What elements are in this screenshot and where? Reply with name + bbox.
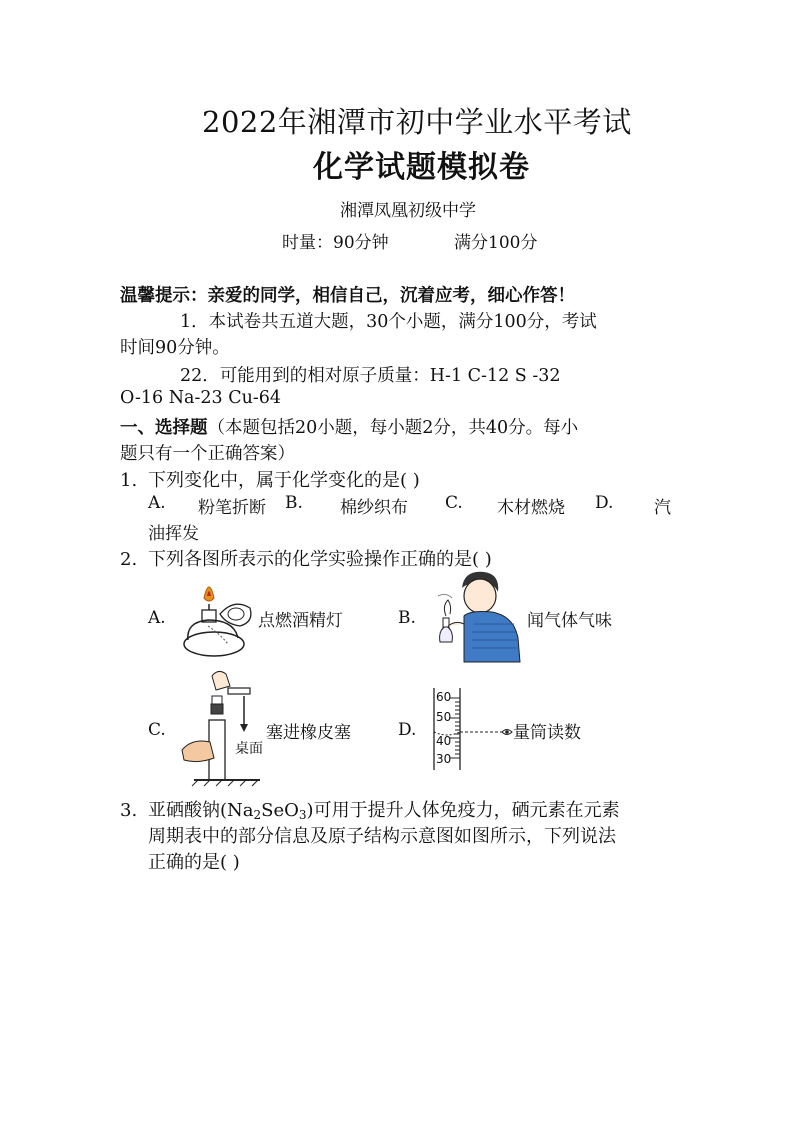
section-1-heading xyxy=(120,414,578,439)
q2-option-a-label: A. xyxy=(148,608,166,628)
cylinder-tick-60: 60 xyxy=(436,690,452,704)
cylinder-tick-50: 50 xyxy=(436,710,452,724)
q2-option-d-caption: 量筒读数 xyxy=(513,723,581,743)
q2-stem: 下列各图所表示的化学实验操作正确的是( ) xyxy=(148,549,492,570)
q2-option-b-label: B. xyxy=(398,608,416,628)
cylinder-tick-30: 30 xyxy=(436,752,452,766)
q3-stem-line-1 xyxy=(148,796,620,822)
tip-2-line-2: O-16 Na-23 Cu-64 xyxy=(120,388,282,408)
tip-1-line-1: 1．本试卷共五道大题，30个小题，满分100分，考试 xyxy=(180,312,597,332)
q3-subscript-1: 2 xyxy=(253,808,262,822)
tip-1-line-2: 时间90分钟。 xyxy=(120,338,230,358)
boy-smelling-gas-figure xyxy=(434,568,524,664)
q3-subscript-2: 3 xyxy=(298,808,307,822)
exam-title: 2022年湘潭市初中学业水平考试 xyxy=(202,105,632,139)
q1-option-b-text: 棉纱织布 xyxy=(340,498,408,518)
q2-option-c-caption: 塞进橡皮塞 xyxy=(266,723,351,743)
section-1-desc: （本题包括20小题，每小题2分，共40分。每小 xyxy=(207,418,579,438)
q2-option-c-inner-label: 桌面 xyxy=(235,741,263,757)
time-limit: 时量：90分钟 xyxy=(282,233,389,253)
q2-number: 2. xyxy=(120,549,138,570)
q1-option-a-text: 粉笔折断 xyxy=(198,498,266,518)
q3-stem-pre: 亚硒酸钠(Na xyxy=(148,800,254,821)
q2-option-b-caption: 闻气体气味 xyxy=(527,611,612,631)
q3-number: 3. xyxy=(120,800,138,821)
section-1-desc-line-2: 题只有一个正确答案） xyxy=(120,444,295,464)
q1-option-c-label: C. xyxy=(445,493,463,513)
q2-option-c-label: C. xyxy=(148,720,166,740)
q1-stem: 下列变化中，属于化学变化的是( ) xyxy=(148,470,420,491)
q1-option-a-label: A. xyxy=(148,493,166,513)
q1-number: 1. xyxy=(120,470,138,491)
q1-option-d-text-1: 汽 xyxy=(654,498,671,518)
section-1-title: 一、选择题 xyxy=(120,418,208,438)
q3-stem-post: )可用于提升人体免疫力，硒元素在元素 xyxy=(306,800,620,821)
rubber-stopper-figure xyxy=(178,666,268,788)
q2-option-a-caption: 点燃酒精灯 xyxy=(258,611,343,631)
paper-subtitle: 化学试题模拟卷 xyxy=(313,150,530,185)
q1-option-d-label: D. xyxy=(595,493,614,513)
full-score: 满分100分 xyxy=(454,233,538,253)
school-name: 湘潭凤凰初级中学 xyxy=(340,201,476,221)
q1-option-d-text-2: 油挥发 xyxy=(148,524,199,544)
q1-option-b-label: B. xyxy=(285,493,303,513)
tips-heading: 温馨提示：亲爱的同学，相信自己，沉着应考，细心作答！ xyxy=(120,286,575,306)
q3-stem-line-2: 周期表中的部分信息及原子结构示意图如图所示，下列说法 xyxy=(148,826,616,847)
cylinder-tick-40: 40 xyxy=(436,734,452,748)
q3-stem-mid: SeO xyxy=(261,800,299,821)
q1-option-c-text: 木材燃烧 xyxy=(497,498,565,518)
q3-stem-line-3: 正确的是( ) xyxy=(148,852,240,873)
tip-2-line-1: 22．可能用到的相对原子质量：H-1 C-12 S -32 xyxy=(180,366,561,386)
q2-option-d-label: D. xyxy=(398,720,417,740)
alcohol-lamp-figure xyxy=(178,574,258,660)
